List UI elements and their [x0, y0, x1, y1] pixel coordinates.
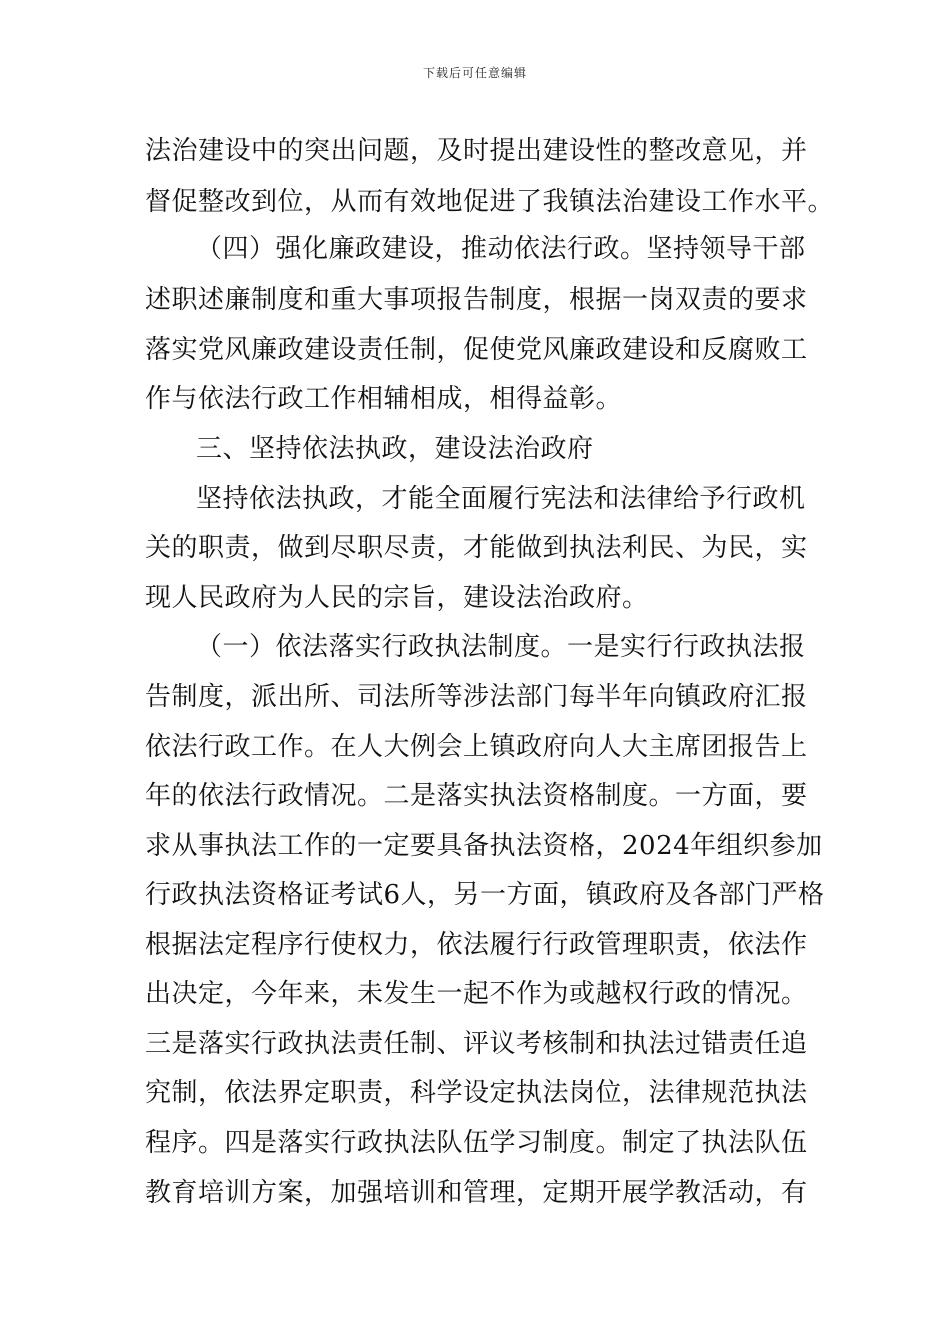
text-line: 告制度，派出所、司法所等涉法部门每半年向镇政府汇报 — [145, 682, 808, 712]
text-line: 出决定，今年来，未发生一起不作为或越权行政的情况。 — [145, 979, 808, 1009]
text-line: 督促整改到位，从而有效地促进了我镇法治建设工作水平。 — [145, 187, 835, 217]
text-line: 依法行政工作。在人大例会上镇政府向人大主席团报告上 — [145, 732, 808, 762]
text-line: 作与依法行政工作相辅相成，相得益彰。 — [145, 384, 623, 414]
text-line: 教育培训方案，加强培训和管理，定期开展学教活动，有 — [145, 1178, 808, 1208]
section-heading: 三、坚持依法执政，建设法治政府 — [196, 434, 594, 464]
text-line: 坚持依法执政，才能全面履行宪法和法律给予行政机 — [196, 484, 806, 514]
text-line: 究制，依法界定职责，科学设定执法岗位，法律规范执法 — [145, 1078, 808, 1108]
text-line: 年的依法行政情况。二是落实执法资格制度。一方面，要 — [145, 781, 808, 811]
text-line: 述职述廉制度和重大事项报告制度，根据一岗双责的要求 — [145, 285, 808, 315]
text-line: 根据法定程序行使权力，依法履行行政管理职责，依法作 — [145, 930, 808, 960]
text-line: 现人民政府为人民的宗旨，建设法治政府。 — [145, 583, 649, 613]
page-header: 下载后可任意编辑 — [422, 66, 527, 80]
text-line: （四）强化廉政建设，推动依法行政。坚持领导干部 — [196, 234, 806, 264]
text-line: 落实党风廉政建设责任制，促使党风廉政建设和反腐败工 — [145, 335, 808, 365]
text-line: 三是落实行政执法责任制、评议考核制和执法过错责任追 — [145, 1029, 808, 1059]
text-line: 求从事执法工作的一定要具备执法资格，2024年组织参加 — [145, 831, 823, 861]
text-line: 行政执法资格证考试6人，另一方面，镇政府及各部门严格 — [145, 880, 825, 910]
text-line: （一）依法落实行政执法制度。一是实行行政执法报 — [196, 632, 806, 662]
text-line: 关的职责，做到尽职尽责，才能做到执法利民、为民，实 — [145, 533, 808, 563]
text-line: 法治建设中的突出问题，及时提出建设性的整改意见，并 — [145, 136, 808, 166]
text-line: 程序。四是落实行政执法队伍学习制度。制定了执法队伍 — [145, 1128, 808, 1158]
